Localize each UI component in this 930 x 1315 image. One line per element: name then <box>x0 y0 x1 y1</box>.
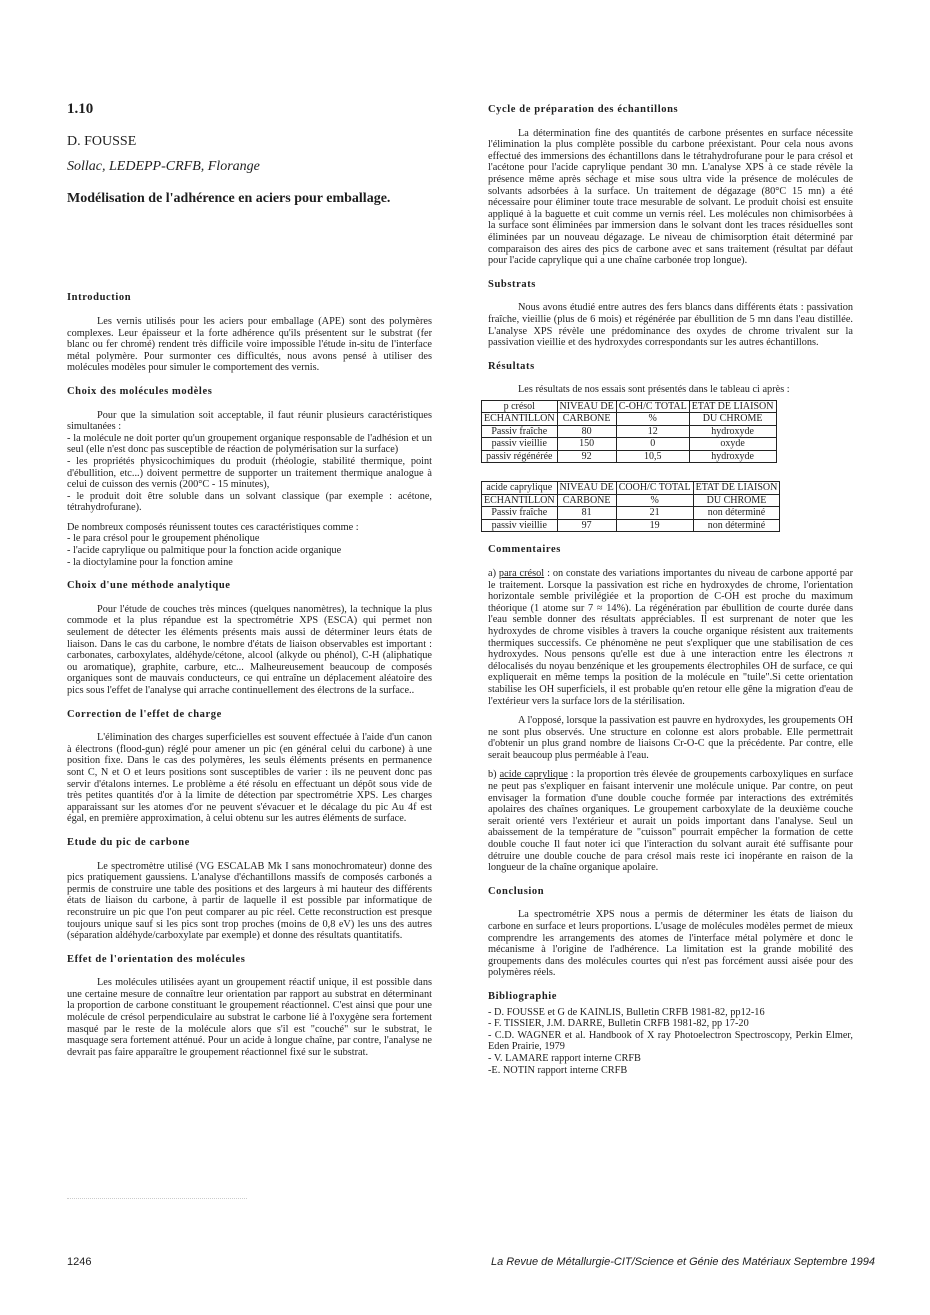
table-cell: 21 <box>616 507 693 520</box>
table-header-cell: ETAT DE LIAISON <box>689 400 776 413</box>
table-row <box>482 425 777 438</box>
table-cell: Passiv fraîche <box>482 507 558 520</box>
table-header-row <box>482 482 780 495</box>
table-row <box>482 519 780 532</box>
table-header-row <box>482 413 777 426</box>
table-cell: passiv vieillie <box>482 438 558 451</box>
list-item: - la molécule ne doit porter qu'un groupement organique responsable de l'adhésion et un seul (elle n'est donc pas susceptible de réaction de polymérisation sur la surface) <box>67 432 432 456</box>
table-cell: 0 <box>616 438 689 451</box>
paragraph-substrats: Nous avons étudié entre autres des fers blancs dans différents états : passivation fraîche, vieillie (plus de 6 mois) et régénérée par ébullition de 5 mn dans l'eau distillée. L'analyse XPS révèle une prédominance des oxydes de chrome trivalent sur la passivation vieillie et des hydroxydes correspondants sur les autres échantillons. <box>488 302 853 349</box>
table-cell: 12 <box>616 425 689 438</box>
paragraph-conclusion: La spectrométrie XPS nous a permis de déterminer les états de liaison du carbone en surface et leurs proportions. L'usage de molécules modèles permet de mieux comprendre les arrangements des atomes de l'interface métal polymère et donc le mécanisme à l'origine de l'adhérence. La limitation est la grande mobilité des groupements dans des molécules courtes qui n'est pas forcément aussi aisée pour des polymères réels. <box>488 909 853 979</box>
bibliography-item: - D. FOUSSE et G de KAINLIS, Bulletin CRFB 1981-82, pp12-16 <box>488 1006 765 1018</box>
item-text: : la proportion très élevée de groupements carboxyliques en surface ne peut pas s'expliquer en faisant intervenir une molécule unique. Par contre, on peut envisager la formation d'une double couche formée par interactions des extrémités apolaires des chaînes organiques. Le groupement carboxylate de la deuxième couche serait orienté vers l'extérieur et aurait un poids important dans l'analyse. Seul un abaissement de la température de "cuisson" pourrait empêcher la formation de cette double couche Il faut noter ici que l'interaction du solvant aurait été suffisante pour détruire une double couche de para crésol mais reste ici inopérante en raison de la longueur de la chaîne organique apolaire. <box>488 769 854 874</box>
table-header-cell: ECHANTILLON <box>482 494 558 507</box>
table-header-cell: ETAT DE LIAISON <box>693 482 780 495</box>
table-header-cell: NIVEAU DE <box>557 482 616 495</box>
list-item: - le produit doit être soluble dans un solvant classique (par exemple : acétone, tétrahydrofurane). <box>67 490 432 514</box>
section-heading-bibliographie: Bibliographie <box>488 990 558 1002</box>
left-column <box>67 100 432 1058</box>
table-header-cell: C-OH/C TOTAL <box>616 400 689 413</box>
table-cell: passiv régénérée <box>482 450 558 463</box>
table-header-cell: % <box>616 413 689 426</box>
section-heading-charge: Correction de l'effet de charge <box>67 708 222 720</box>
bibliography-item: - F. TISSIER, J.M. DARRE, Bulletin CRFB 1981-82, pp 17-20 <box>488 1018 749 1030</box>
article-number: 1.10 <box>67 101 94 117</box>
paragraph-orientation: Les molécules utilisées ayant un groupement réactif unique, il est possible dans une certaine mesure de connaître leur orientation par rapport au substrat en déterminant la proportion de carbone constituant le groupement réactionnel. C'est ainsi que pour une molécule de crésol perpendiculaire au substrat le carbone lié à l'oxygène sera fortement masqué par le reste de la molécule alors que s'il est "couché" sur le substrat, le masquage sera fortement atténué. Pour un acide à longue chaîne, par contre, l'analyse ne devrait pas faire apparaître le groupement réactionnel fixé sur le substrat. <box>67 977 432 1058</box>
table-header-cell: DU CHROME <box>689 413 776 426</box>
paragraph-commentaire-b <box>488 769 853 873</box>
paragraph-methode: Pour l'étude de couches très minces (quelques nanomètres), la technique la plus commode et la plus répandue est la spectrométrie XPS (ESCA) qui permet non seulement de détecter les éléments présents mais aussi de déterminer leurs états de liaison. Dans le cas du carbone, le nombre d'états de liaison observables est important : carbonates, carboxylates, aldéhyde/cétone, alcool (alkyde ou phénol), C-H (aliphatique ou aromatique), graphite, carbure, etc... Malheureusement beaucoup de composés organiques sont de mauvais conducteurs, ce qui entraîne un déplacement aléatoire des pics sous l'effet de l'analyse qui arrache continuellement des électrons de la surface.. <box>67 603 432 696</box>
affiliation: Sollac, LEDEPP-CRFB, Florange <box>67 159 260 175</box>
section-heading-commentaires: Commentaires <box>488 544 561 556</box>
table-cell: oxyde <box>689 438 776 451</box>
table-cell: passiv vieillie <box>482 519 558 532</box>
table-cell: 150 <box>557 438 616 451</box>
section-heading-orientation: Effet de l'orientation des molécules <box>67 953 246 965</box>
table-row <box>482 438 777 451</box>
section-heading-cycle: Cycle de préparation des échantillons <box>488 104 679 115</box>
table-cell: 19 <box>616 519 693 532</box>
section-heading-choix-molecules: Choix des molécules modèles <box>67 385 213 397</box>
item-label: a) <box>488 567 496 579</box>
article-title: Modélisation de l'adhérence en aciers pour emballage. <box>67 190 391 206</box>
table-header-cell: ECHANTILLON <box>482 413 558 426</box>
bibliography-item: - V. LAMARE rapport interne CRFB <box>488 1052 641 1064</box>
section-heading-resultats: Résultats <box>488 360 535 372</box>
paragraph-choix-intro: Pour que la simulation soit acceptable, il faut réunir plusieurs caractéristiques simultanées : <box>67 409 432 433</box>
journal-footer: La Revue de Métallurgie-CIT/Science et Génie des Matériaux Septembre 1994 <box>491 1256 875 1268</box>
list-item: - les propriétés physicochimiques du produit (rhéologie, stabilité thermique, point d'ébullition, etc...) doivent permettre de supporter un traitement thermique analogue à celui de cuisson des vernis (200°C - 15 minutes), <box>67 455 432 491</box>
table-cell: 81 <box>557 507 616 520</box>
table-header-cell: p crésol <box>482 400 558 413</box>
section-heading-substrats: Substrats <box>488 278 536 290</box>
item-label: b) <box>488 769 497 781</box>
bibliography-item: - C.D. WAGNER et al. Handbook of X ray Photoelectron Spectroscopy, Perkin Elmer, Eden Prairie, 1979 <box>488 1029 853 1053</box>
paragraph-commentaire-a <box>488 568 853 707</box>
table-cell: 80 <box>557 425 616 438</box>
section-heading-methode: Choix d'une méthode analytique <box>67 580 231 592</box>
paragraph-charge: L'élimination des charges superficielles est souvent effectuée à l'aide d'un canon à électrons (flood-gun) réglé pour amener un pic (en général celui du carbone) à une position fixe. Dans le cas des polymères, les seuls éléments présents en permanence sont C, N et O et leurs positions sont susceptibles de varier : ils ne peuvent donc pas servir d'étalons internes. Le problème a été résolu en effectuant un dépôt sous vide de très petites quantités d'or à la limite de détection par spectrométrie XPS. Les charges apparaissant sur les atomes d'or ne peuvent s'évacuer et le décalage du pic Au 4f est égal, en première approximation, à celui obtenu sur les autres éléments de surface. <box>67 732 432 825</box>
table-header-cell: % <box>616 494 693 507</box>
table-header-cell: DU CHROME <box>693 494 780 507</box>
section-heading-conclusion: Conclusion <box>488 885 545 897</box>
table-header-row <box>482 494 780 507</box>
table-cell: 97 <box>557 519 616 532</box>
paragraph-pic-carbone: Le spectromètre utilisé (VG ESCALAB Mk I sans monochromateur) donne des pics pratiquement gaussiens. L'analyse d'échantillons massifs de composés carbonés a permis de construire une table des positions et des largeurs à mi hauteur des différents états de liaison du carbone, à partir de laquelle il est possible par informatique de reconstruire un pic que l'on peut comparer au pic réel. Cette reconstruction est presque toujours unique sauf si les pics sont trop proches (moins de 0,8 eV) les uns des autres (séparation aldéhyde/carboxylate par exemple) et donne des résultats quantitatifs. <box>67 860 432 942</box>
table-header-cell: CARBONE <box>557 494 616 507</box>
results-table-acide-caprylique <box>481 481 780 532</box>
item-term: para crésol <box>498 567 545 579</box>
table-row <box>482 450 777 463</box>
footnote-rule <box>67 1198 247 1199</box>
table-cell: 10,5 <box>616 450 689 463</box>
list-item: - l'acide caprylique ou palmitique pour la fonction acide organique <box>67 545 342 557</box>
table-cell: hydroxyde <box>689 450 776 463</box>
list-item: - le para crésol pour le groupement phénolique <box>67 533 260 545</box>
paragraph-commentaire-a2: A l'opposé, lorsque la passivation est pauvre en hydroxydes, les groupements OH ne sont plus observés. Une structure en colonne est alors probable. Elle permettrait d'obtenir un plus grand nombre de liaisons Cr-O-C que la précédente. Par contre, elle serait beaucoup plus perméable à l'eau. <box>488 715 854 761</box>
results-table-p-cresol <box>481 400 777 464</box>
table-cell: hydroxyde <box>689 425 776 438</box>
table-cell: 92 <box>557 450 616 463</box>
page-number: 1246 <box>67 1256 92 1268</box>
table-header-row <box>482 400 777 413</box>
table-cell: Passiv fraîche <box>482 425 558 438</box>
section-heading-pic-carbone: Etude du pic de carbone <box>67 836 190 848</box>
table-header-cell: NIVEAU DE <box>557 400 616 413</box>
paragraph-resultats-intro: Les résultats de nos essais sont présentés dans le tableau ci après : <box>518 384 790 396</box>
paragraph-cycle: La détermination fine des quantités de carbone présentes en surface nécessite l'élimination la plus complète possible du carbone préexistant. Pour cela nous avons effectué des immersions des échantillons dans le tétrahydrofurane pour le para crésol et l'acétone pour l'acide caprylique pendant 30 mn. L'analyse XPS à ce stade révèle la présence même après séchage et mise sous ultra vide la présence de molécules de solvants adsorbées à la surface. Un traitement de dégazage (80°C 15 mn) a été nécessaire pour éliminer toute trace mesurable de solvant. Le produit choisi est ensuite appliqué à la baguette et cuit comme un vernis réel. Les molécules non chimisorbées à la surface sont éliminées par immersion dans le solvant dont les traces résiduelles sont éliminées par un nouveau dégazage. Le niveau de chimisorption était déterminé par comparaison des aires des pics de carbone avec et sans traitement (résultat par défaut pour l'acide caprylique qui a une chaîne carbonée trop longue). <box>488 127 853 267</box>
table-cell: non déterminé <box>693 519 780 532</box>
item-term: acide caprylique <box>499 769 568 781</box>
paragraph-introduction: Les vernis utilisés pour les aciers pour emballage (APE) sont des polymères complexes. Leur épaisseur et la forte adhérence qu'ils présentent sur le substrat (fer blanc ou fer chromé) rendent très difficile voire impossible l'étude in-situ de l'interface métal polymère. Pour surmonter ces difficultés, nous avons pensé à utiliser des molécules modèles pour simuler le comportement des vernis. <box>67 315 432 374</box>
right-column <box>484 104 854 1076</box>
author: D. FOUSSE <box>67 133 137 149</box>
table-header-cell: COOH/C TOTAL <box>616 482 693 495</box>
table-row <box>482 507 780 520</box>
list-item: - la dioctylamine pour la fonction amine <box>67 556 233 568</box>
table-cell: non déterminé <box>693 507 780 520</box>
paragraph-choix-intro2: De nombreux composés réunissent toutes ces caractéristiques comme : <box>67 521 359 533</box>
bibliography-item: -E. NOTIN rapport interne CRFB <box>488 1064 628 1076</box>
table-header-cell: CARBONE <box>557 413 616 426</box>
section-heading-introduction: Introduction <box>67 292 132 304</box>
item-text: : on constate des variations importantes du niveau de carbone apporté par le traitement. Lorsque la passivation est riche en hydroxydes de chrome, l'orientation horizontale semble privilégiée et la proportion de C-OH est proche du maximum théorique (1 atome sur 7 ≈ 14%). La régénération par ébullition de courte durée dans l'eau semble donner des résultats appréciables. Il est surprenant de noter que les hydroxydes de chrome visibles à travers la couche organique résistent aux traitements thermiques successifs. Ce phénomène ne peut s'expliquer que une stabilisation de ces hydroxydes. Nous pensons qu'elle est due à une interaction entre les électrons π délocalisés du noyau benzénique et les groupements électrophiles OH de surface, ce qui expliquerait en même temps la position de la molécule en "tuile".Si cette orientation stabilise les OH superficiels, il est probable qu'en retour elle gêne la migration d'eau de l'extérieur vers la surface lors de la stérilisation. <box>488 567 853 707</box>
table-header-cell: acide caprylique <box>482 482 558 495</box>
